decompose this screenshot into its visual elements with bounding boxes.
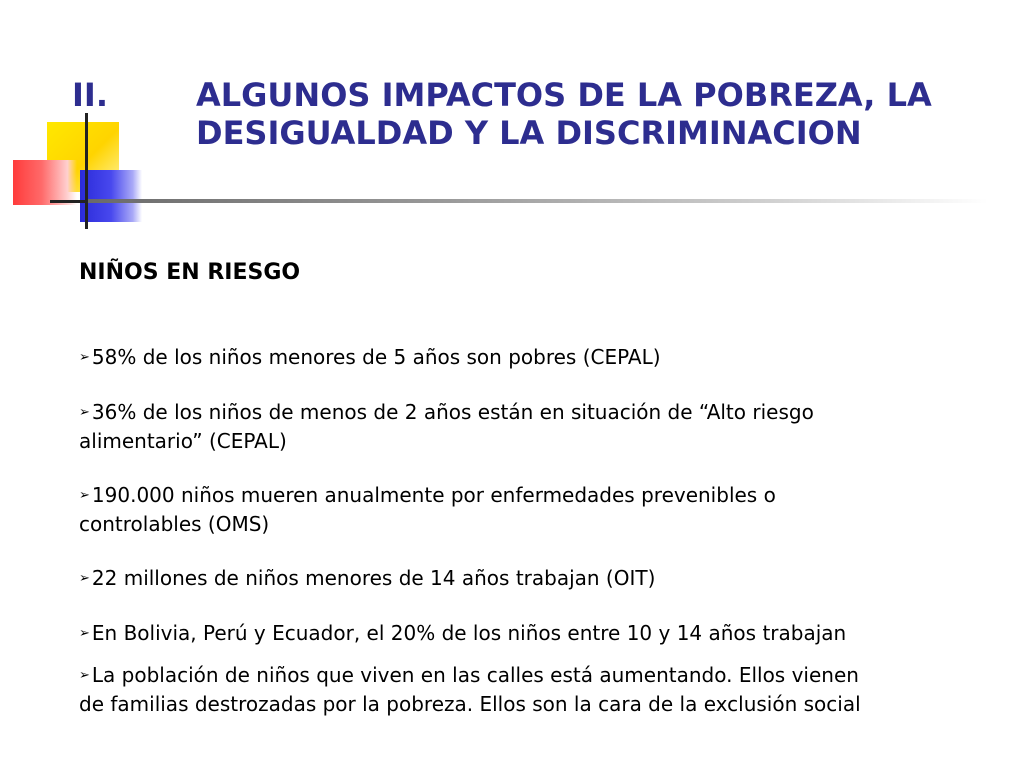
blue-square-decoration [80, 170, 142, 222]
bullet-3-line-2: controlables (OMS) [79, 512, 270, 536]
bullet-item-1 [79, 343, 979, 372]
arrow-bullet-icon: ➢ [79, 405, 90, 420]
bullet-item-3 [79, 481, 979, 538]
arrow-bullet-icon: ➢ [79, 350, 90, 365]
bullet-6-line-1: La población de niños que viven en las calles está aumentando. Ellos vienen [91, 663, 859, 687]
red-square-decoration [13, 160, 77, 205]
bullet-item-5 [79, 619, 979, 648]
bullet-4-line-1: 22 millones de niños menores de 14 años trabajan (OIT) [91, 566, 656, 590]
title-line-2: DESIGUALDAD Y LA DISCRIMINACION [196, 114, 862, 152]
decorative-logo [0, 0, 200, 240]
bullet-5-line-1: En Bolivia, Perú y Ecuador, el 20% de los niños entre 10 y 14 años trabajan [91, 621, 847, 645]
arrow-bullet-icon: ➢ [79, 571, 90, 586]
vertical-line-decoration [85, 113, 88, 229]
bullet-item-2 [79, 398, 979, 455]
title-number: II. [72, 76, 108, 114]
page-title [196, 76, 996, 152]
bullet-item-6 [79, 661, 979, 718]
section-subheading: NIÑOS EN RIESGO [79, 260, 301, 285]
arrow-bullet-icon: ➢ [79, 626, 90, 641]
bullet-2-line-2: alimentario” (CEPAL) [79, 429, 287, 453]
bullet-2-line-1: 36% de los niños de menos de 2 años están en situación de “Alto riesgo [91, 400, 814, 424]
title-line-1: ALGUNOS IMPACTOS DE LA POBREZA, LA [196, 76, 932, 114]
arrow-bullet-icon: ➢ [79, 488, 90, 503]
title-underline-rule [88, 199, 988, 203]
bullet-3-line-1: 190.000 niños mueren anualmente por enfermedades prevenibles o [91, 483, 776, 507]
bullet-1-line-1: 58% de los niños menores de 5 años son pobres (CEPAL) [91, 345, 661, 369]
arrow-bullet-icon: ➢ [79, 668, 90, 683]
bullet-6-line-2: de familias destrozadas por la pobreza. Ellos son la cara de la exclusión social [79, 692, 861, 716]
bullet-item-4 [79, 564, 979, 593]
